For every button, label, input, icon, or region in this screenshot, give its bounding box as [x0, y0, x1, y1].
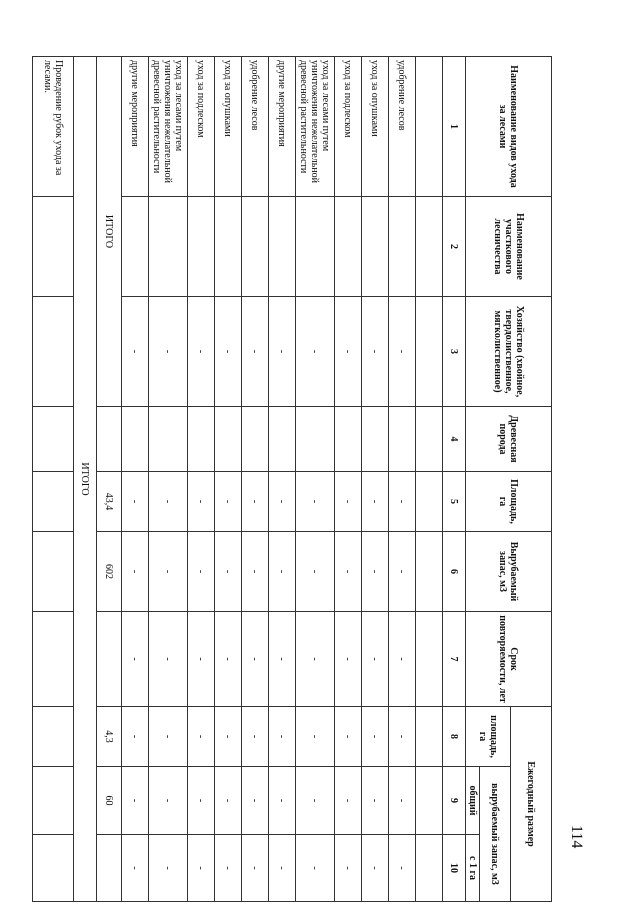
farm-type-cell: -	[335, 297, 362, 407]
area-cell: -	[296, 472, 335, 532]
empty-cell	[33, 835, 74, 902]
col-number: 5	[443, 472, 466, 532]
farm-type-cell: -	[122, 297, 149, 407]
empty-cell	[33, 767, 74, 835]
annual-area-cell: -	[149, 707, 188, 767]
annual-per-ha-cell	[97, 835, 122, 902]
volume-cell: -	[215, 532, 242, 612]
annual-total-cell: -	[242, 767, 269, 835]
area-total-cell: 43,4	[97, 472, 122, 532]
volume-cell: -	[149, 532, 188, 612]
species-cell	[242, 407, 269, 472]
col-number: 7	[443, 612, 466, 707]
area-cell: -	[389, 472, 416, 532]
annual-area-cell: -	[389, 707, 416, 767]
care-type-cell: удобрение лесов	[389, 57, 416, 197]
forestry-cell	[188, 197, 215, 297]
grand-total-label: ИТОГО	[74, 57, 97, 902]
forest-care-table	[32, 56, 552, 902]
table-row	[416, 57, 443, 902]
header-area: площадь, га	[466, 707, 511, 767]
repeat-period-cell: -	[242, 612, 269, 707]
col-number: 1	[443, 57, 466, 197]
page-number: 114	[568, 825, 585, 849]
empty-cell	[33, 472, 74, 532]
annual-per-ha-cell: -	[242, 835, 269, 902]
repeat-period-cell: -	[389, 612, 416, 707]
table-row	[242, 57, 269, 902]
annual-area-cell: -	[122, 707, 149, 767]
forestry-cell	[335, 197, 362, 297]
area-cell: -	[215, 472, 242, 532]
annual-area-cell: -	[215, 707, 242, 767]
col-number: 9	[443, 767, 466, 835]
species-cell	[269, 407, 296, 472]
empty-cell	[33, 612, 74, 707]
table-row	[389, 57, 416, 902]
table-row	[149, 57, 188, 902]
annual-per-ha-cell: -	[149, 835, 188, 902]
farm-type-cell	[416, 297, 443, 407]
farm-type-cell: -	[215, 297, 242, 407]
repeat-period-cell: -	[188, 612, 215, 707]
annual-area-total-cell: 4,3	[97, 707, 122, 767]
area-cell: -	[188, 472, 215, 532]
annual-total-cell: -	[269, 767, 296, 835]
species-cell	[97, 407, 122, 472]
farm-type-cell: -	[269, 297, 296, 407]
annual-area-cell	[416, 707, 443, 767]
volume-cell: -	[296, 532, 335, 612]
col-number: 3	[443, 297, 466, 407]
area-cell: -	[242, 472, 269, 532]
species-cell	[296, 407, 335, 472]
care-type-cell	[416, 57, 443, 197]
species-cell	[215, 407, 242, 472]
area-cell: -	[269, 472, 296, 532]
itogo-label: ИТОГО	[97, 57, 122, 407]
care-type-cell: уход за опушками	[215, 57, 242, 197]
annual-total-cell: -	[335, 767, 362, 835]
care-type-cell: уход за опушками	[362, 57, 389, 197]
annual-area-cell: -	[362, 707, 389, 767]
forestry-cell	[389, 197, 416, 297]
forestry-cell	[242, 197, 269, 297]
farm-type-cell: -	[389, 297, 416, 407]
annual-per-ha-cell	[416, 835, 443, 902]
species-cell	[389, 407, 416, 472]
header-col3: Хозяйство (хвойное, твердолиственное, мягколиственное)	[466, 297, 552, 407]
annual-total-cell: -	[188, 767, 215, 835]
annual-total-cell: -	[149, 767, 188, 835]
annual-area-cell: -	[242, 707, 269, 767]
annual-total-cell: -	[362, 767, 389, 835]
table-row	[122, 57, 149, 902]
species-cell	[362, 407, 389, 472]
volume-cell: -	[269, 532, 296, 612]
annual-area-cell: -	[296, 707, 335, 767]
repeat-period-cell: -	[215, 612, 242, 707]
table-row	[335, 57, 362, 902]
empty-cell	[33, 532, 74, 612]
volume-cell: -	[242, 532, 269, 612]
annual-area-cell: -	[269, 707, 296, 767]
volume-cell: -	[362, 532, 389, 612]
repeat-period-cell: -	[149, 612, 188, 707]
repeat-period-cell: -	[335, 612, 362, 707]
care-type-cell: уход за лесами путем уничтожения нежелательной древесной растительности	[296, 57, 335, 197]
annual-per-ha-cell: -	[188, 835, 215, 902]
header-col7: Срок повторяемости, лет	[466, 612, 552, 707]
care-type-cell: Проведение рубок ухода за лесами.	[33, 57, 74, 197]
repeat-period-cell	[416, 612, 443, 707]
volume-cell: -	[122, 532, 149, 612]
table-row	[33, 57, 74, 902]
farm-type-cell: -	[242, 297, 269, 407]
area-cell: -	[362, 472, 389, 532]
rotated-page	[42, 56, 552, 901]
header-col4: Древесная порода	[466, 407, 552, 472]
care-type-cell: уход за подлеском	[188, 57, 215, 197]
header-col1: Наименование видов ухода за лесами	[466, 57, 552, 197]
table-row	[296, 57, 335, 902]
annual-total-cell: -	[296, 767, 335, 835]
col-number: 6	[443, 532, 466, 612]
header-per-ha: с 1 га	[466, 835, 480, 902]
header-col2: Наименование участкового лесничества	[466, 197, 552, 297]
forestry-cell	[416, 197, 443, 297]
col-number: 2	[443, 197, 466, 297]
table-row	[188, 57, 215, 902]
farm-type-cell: -	[149, 297, 188, 407]
farm-type-cell: -	[296, 297, 335, 407]
volume-cell	[416, 532, 443, 612]
repeat-period-cell: -	[269, 612, 296, 707]
grand-total-row	[74, 57, 97, 902]
empty-cell	[33, 297, 74, 407]
care-type-cell: другие мероприятия	[269, 57, 296, 197]
annual-volume-total-cell: 60	[97, 767, 122, 835]
annual-per-ha-cell: -	[215, 835, 242, 902]
annual-total-cell	[416, 767, 443, 835]
col-number: 10	[443, 835, 466, 902]
annual-area-cell: -	[188, 707, 215, 767]
header-volume: вырубаемый запас, м3	[480, 767, 511, 902]
table-row	[215, 57, 242, 902]
repeat-period-cell: -	[122, 612, 149, 707]
species-cell	[335, 407, 362, 472]
itogo-row	[97, 57, 122, 902]
annual-total-cell: -	[389, 767, 416, 835]
volume-cell: -	[188, 532, 215, 612]
area-cell: -	[149, 472, 188, 532]
farm-type-cell: -	[362, 297, 389, 407]
empty-cell	[33, 407, 74, 472]
forestry-cell	[296, 197, 335, 297]
care-type-cell: уход за лесами путем уничтожения нежелательной древесной растительности	[149, 57, 188, 197]
species-cell	[122, 407, 149, 472]
forestry-cell	[122, 197, 149, 297]
farm-type-cell: -	[188, 297, 215, 407]
col-number: 4	[443, 407, 466, 472]
volume-cell: -	[335, 532, 362, 612]
care-type-cell: уход за подлеском	[335, 57, 362, 197]
forestry-cell	[269, 197, 296, 297]
volume-total-cell: 602	[97, 532, 122, 612]
forestry-cell	[362, 197, 389, 297]
area-cell: -	[335, 472, 362, 532]
care-type-cell: удобрение лесов	[242, 57, 269, 197]
species-cell	[188, 407, 215, 472]
annual-total-cell: -	[122, 767, 149, 835]
header-total: общий	[466, 767, 480, 835]
annual-per-ha-cell: -	[362, 835, 389, 902]
annual-per-ha-cell: -	[389, 835, 416, 902]
col-number: 8	[443, 707, 466, 767]
annual-per-ha-cell: -	[122, 835, 149, 902]
header-col5: Площадь, га	[466, 472, 552, 532]
forestry-cell	[149, 197, 188, 297]
care-type-cell: другие мероприятия	[122, 57, 149, 197]
header-col6: Вырубаемый запас, м3	[466, 532, 552, 612]
annual-per-ha-cell: -	[335, 835, 362, 902]
empty-cell	[33, 197, 74, 297]
header-annual: Ежегодный размер	[511, 707, 552, 902]
forestry-cell	[215, 197, 242, 297]
annual-per-ha-cell: -	[296, 835, 335, 902]
species-cell	[416, 407, 443, 472]
table-row	[269, 57, 296, 902]
empty-cell	[33, 707, 74, 767]
area-cell	[416, 472, 443, 532]
repeat-period-cell: -	[296, 612, 335, 707]
repeat-period-cell: -	[362, 612, 389, 707]
column-numbers-row	[443, 57, 466, 902]
annual-area-cell: -	[335, 707, 362, 767]
area-cell: -	[122, 472, 149, 532]
table-row	[362, 57, 389, 902]
annual-per-ha-cell: -	[269, 835, 296, 902]
repeat-period-cell	[97, 612, 122, 707]
volume-cell: -	[389, 532, 416, 612]
species-cell	[149, 407, 188, 472]
annual-total-cell: -	[215, 767, 242, 835]
